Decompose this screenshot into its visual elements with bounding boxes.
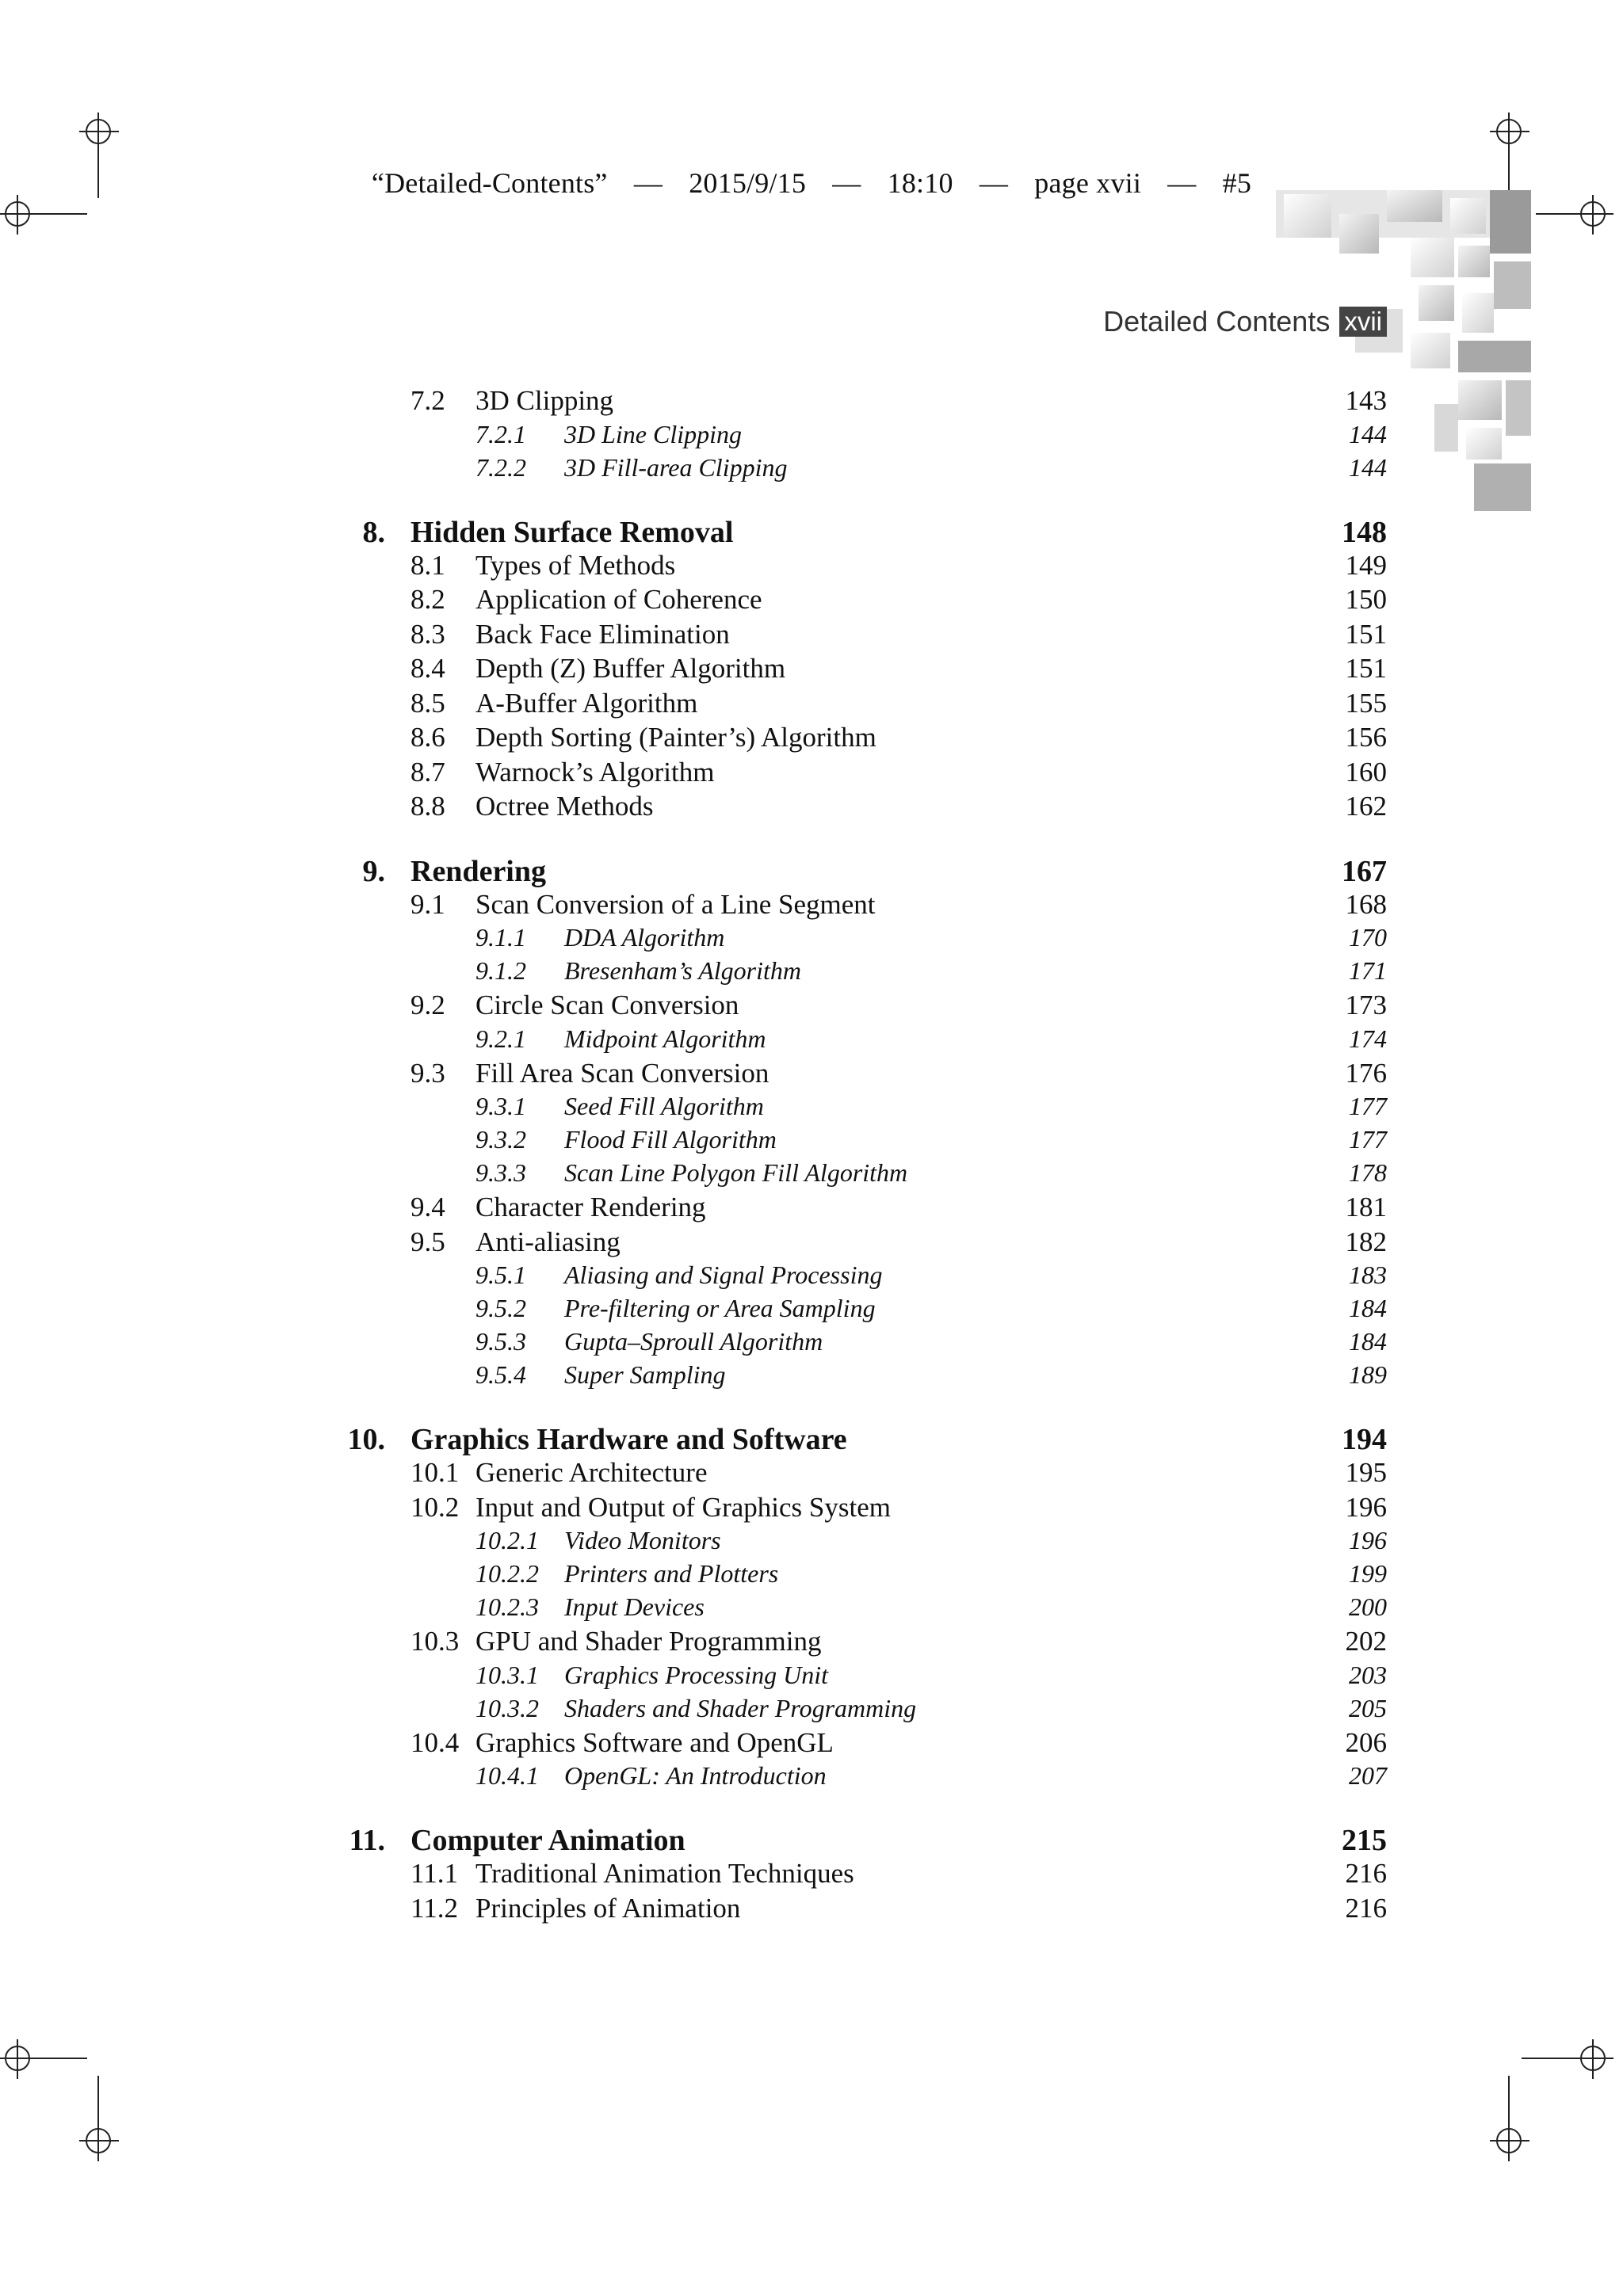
toc-subsection-entry bbox=[0, 1294, 1623, 1329]
toc-entry-title: Anti-aliasing bbox=[475, 1226, 621, 1257]
toc-entry-page: 205 bbox=[1349, 1693, 1387, 1722]
toc-entry-page: 196 bbox=[1349, 1526, 1387, 1554]
toc-section-entry bbox=[0, 1457, 1623, 1492]
toc-entry-title: Types of Methods bbox=[475, 549, 676, 581]
toc-entry-number: 7.2 bbox=[411, 385, 445, 416]
toc-entry-number: 10.4 bbox=[411, 1726, 460, 1758]
crop-line bbox=[1536, 213, 1599, 215]
crop-line bbox=[16, 213, 87, 215]
toc-entry-title: Graphics Processing Unit bbox=[564, 1660, 829, 1689]
toc-entry-page: 156 bbox=[1345, 722, 1387, 753]
toc-entry-number: 11. bbox=[349, 1824, 385, 1857]
toc-entry-number: 9.5.1 bbox=[475, 1261, 526, 1289]
toc-subsection-entry bbox=[0, 1559, 1623, 1594]
toc-entry-number: 8.6 bbox=[411, 722, 445, 753]
slug-dash: — bbox=[633, 167, 663, 199]
toc-entry-title: Super Sampling bbox=[564, 1360, 726, 1389]
toc-subsection-entry bbox=[0, 1526, 1623, 1561]
toc-entry-number: 8. bbox=[362, 515, 385, 549]
toc-section-entry bbox=[0, 550, 1623, 585]
toc-entry-title: Input and Output of Graphics System bbox=[475, 1491, 891, 1523]
toc-entry-page: 177 bbox=[1349, 1125, 1387, 1154]
toc-section-entry bbox=[0, 653, 1623, 688]
toc-entry-number: 9.5.4 bbox=[475, 1360, 526, 1389]
toc-entry-title: Flood Fill Algorithm bbox=[564, 1125, 777, 1154]
toc-subsection-entry bbox=[0, 1327, 1623, 1362]
toc-section-entry bbox=[0, 584, 1623, 619]
toc-entry-title: Midpoint Algorithm bbox=[564, 1024, 766, 1053]
toc-subsection-entry bbox=[0, 1761, 1623, 1796]
toc-entry-title: 3D Fill-area Clipping bbox=[564, 452, 788, 482]
toc-entry-page: 151 bbox=[1345, 618, 1387, 650]
toc-section-entry bbox=[0, 990, 1623, 1024]
toc-entry-page: 216 bbox=[1345, 1892, 1387, 1924]
toc-entry-page: 170 bbox=[1349, 923, 1387, 952]
toc-subsection-entry bbox=[0, 1261, 1623, 1295]
toc-entry-page: 150 bbox=[1345, 584, 1387, 615]
toc-entry-page: 203 bbox=[1349, 1660, 1387, 1689]
toc-entry-page: 216 bbox=[1345, 1858, 1387, 1889]
toc-subsection-entry bbox=[0, 1360, 1623, 1395]
toc-entry-title: Graphics Software and OpenGL bbox=[475, 1726, 834, 1758]
toc-section-entry bbox=[0, 1893, 1623, 1928]
toc-entry-title: 3D Line Clipping bbox=[564, 419, 743, 448]
toc-entry-title: OpenGL: An Introduction bbox=[564, 1761, 827, 1790]
toc-entry-number: 10. bbox=[347, 1423, 385, 1456]
toc-entry-title: DDA Algorithm bbox=[564, 923, 725, 952]
toc-entry-number: 10.3.1 bbox=[475, 1660, 539, 1689]
toc-entry-number: 10.3.2 bbox=[475, 1693, 539, 1722]
toc-entry-page: 202 bbox=[1345, 1626, 1387, 1657]
toc-entry-page: 176 bbox=[1345, 1057, 1387, 1089]
toc-entry-title: Traditional Animation Techniques bbox=[475, 1858, 854, 1889]
toc-entry-page: 151 bbox=[1345, 653, 1387, 684]
toc-entry-page: 207 bbox=[1349, 1761, 1387, 1790]
toc-entry-number: 8.3 bbox=[411, 618, 445, 650]
toc-entry-title: Character Rendering bbox=[475, 1192, 706, 1222]
toc-entry-number: 10.4.1 bbox=[475, 1761, 539, 1790]
toc-subsection-entry bbox=[0, 1694, 1623, 1729]
toc-section-entry bbox=[0, 1727, 1623, 1762]
toc-entry-number: 10.2.1 bbox=[475, 1526, 539, 1554]
toc-section-entry bbox=[0, 1058, 1623, 1093]
toc-entry-page: 160 bbox=[1345, 756, 1387, 788]
toc-entry-page: 144 bbox=[1349, 452, 1387, 482]
toc-entry-page: 215 bbox=[1342, 1824, 1387, 1857]
toc-subsection-entry bbox=[0, 1158, 1623, 1193]
toc-section-entry bbox=[0, 757, 1623, 791]
toc-entry-number: 7.2.2 bbox=[475, 452, 526, 482]
toc-entry-page: 182 bbox=[1345, 1226, 1387, 1257]
toc-entry-number: 10.1 bbox=[411, 1457, 460, 1488]
toc-entry-title: Scan Line Polygon Fill Algorithm bbox=[564, 1158, 908, 1187]
toc-entry-page: 149 bbox=[1345, 549, 1387, 581]
toc-entry-number: 10.3 bbox=[411, 1626, 460, 1657]
toc-subsection-entry bbox=[0, 956, 1623, 991]
toc-entry-title: Octree Methods bbox=[475, 791, 654, 822]
slug-time: 18:10 bbox=[887, 167, 953, 199]
toc-entry-page: 173 bbox=[1345, 990, 1387, 1020]
toc-entry-number: 8.7 bbox=[411, 756, 445, 788]
toc-entry-title: Gupta–Sproull Algorithm bbox=[564, 1327, 823, 1356]
toc-section-entry bbox=[0, 791, 1623, 826]
toc-entry-number: 10.2.2 bbox=[475, 1559, 539, 1588]
toc-entry-number: 9.3.1 bbox=[475, 1092, 526, 1120]
toc-entry-page: 143 bbox=[1345, 385, 1387, 416]
toc-entry-number: 9. bbox=[362, 854, 385, 888]
toc-chapter-entry bbox=[0, 1422, 1623, 1457]
crop-line bbox=[32, 2058, 87, 2059]
toc-subsection-entry bbox=[0, 1024, 1623, 1059]
toc-entry-page: 195 bbox=[1345, 1457, 1387, 1488]
toc-entry-title: Circle Scan Conversion bbox=[475, 990, 739, 1020]
toc-entry-page: 183 bbox=[1349, 1261, 1387, 1289]
toc-entry-title: Principles of Animation bbox=[475, 1892, 741, 1924]
toc-section-entry bbox=[0, 1626, 1623, 1661]
toc-entry-page: 194 bbox=[1342, 1423, 1387, 1456]
toc-entry-number: 10.2.3 bbox=[475, 1592, 539, 1621]
running-head bbox=[1103, 306, 1387, 338]
toc-subsection-entry bbox=[0, 923, 1623, 958]
toc-entry-title: Video Monitors bbox=[564, 1526, 721, 1554]
toc-entry-title: Scan Conversion of a Line Segment bbox=[475, 888, 876, 920]
toc-entry-page: 189 bbox=[1349, 1360, 1387, 1389]
toc-entry-page: 199 bbox=[1349, 1559, 1387, 1588]
toc-entry-title: Computer Animation bbox=[411, 1824, 685, 1857]
toc-entry-number: 9.3 bbox=[411, 1057, 445, 1089]
toc-entry-number: 11.2 bbox=[411, 1892, 458, 1924]
toc-entry-title: Fill Area Scan Conversion bbox=[475, 1057, 769, 1089]
toc-entry-number: 8.8 bbox=[411, 791, 445, 822]
toc-entry-number: 9.1 bbox=[411, 888, 445, 920]
toc-entry-title: Rendering bbox=[411, 854, 546, 888]
slug-file: “Detailed-Contents” bbox=[371, 167, 608, 199]
toc-entry-number: 7.2.1 bbox=[475, 419, 526, 448]
toc-chapter-entry bbox=[0, 515, 1623, 550]
toc-entry-title: Shaders and Shader Programming bbox=[564, 1693, 917, 1722]
toc-subsection-entry bbox=[0, 453, 1623, 488]
toc-entry-number: 9.5 bbox=[411, 1226, 445, 1257]
toc-entry-title: Hidden Surface Removal bbox=[411, 515, 734, 549]
slug-date: 2015/9/15 bbox=[689, 167, 807, 199]
toc-section-entry bbox=[0, 1226, 1623, 1261]
slug-dash: — bbox=[979, 167, 1009, 199]
toc-entry-title: Back Face Elimination bbox=[475, 618, 730, 650]
toc-entry-title: Input Devices bbox=[564, 1592, 705, 1621]
toc-entry-number: 9.3.3 bbox=[475, 1158, 526, 1187]
registration-mark-icon bbox=[5, 2046, 30, 2071]
toc-entry-title: Pre-filtering or Area Sampling bbox=[564, 1294, 876, 1322]
toc-entry-number: 9.5.2 bbox=[475, 1294, 526, 1322]
toc-entry-number: 9.3.2 bbox=[475, 1125, 526, 1154]
toc-entry-number: 8.4 bbox=[411, 653, 445, 684]
toc-entry-title: Aliasing and Signal Processing bbox=[564, 1261, 883, 1289]
toc-section-entry bbox=[0, 722, 1623, 757]
toc-entry-number: 9.2 bbox=[411, 990, 445, 1020]
crop-line bbox=[97, 2076, 99, 2139]
toc-entry-title: Seed Fill Algorithm bbox=[564, 1092, 764, 1120]
registration-mark-icon bbox=[1580, 2046, 1606, 2071]
running-head-label: Detailed Contents bbox=[1103, 305, 1331, 338]
toc-entry-title: Depth Sorting (Painter’s) Algorithm bbox=[475, 722, 876, 753]
slug-dash: — bbox=[1167, 167, 1197, 199]
toc-subsection-entry bbox=[0, 1092, 1623, 1127]
toc-section-entry bbox=[0, 1858, 1623, 1893]
toc-entry-page: 178 bbox=[1349, 1158, 1387, 1187]
toc-entry-number: 8.1 bbox=[411, 549, 445, 581]
running-head-page-number: xvii bbox=[1339, 307, 1387, 337]
toc-entry-title: 3D Clipping bbox=[475, 385, 614, 416]
toc-section-entry bbox=[0, 1192, 1623, 1226]
toc-entry-title: A-Buffer Algorithm bbox=[475, 687, 698, 719]
toc-entry-number: 9.5.3 bbox=[475, 1327, 526, 1356]
toc-entry-title: Printers and Plotters bbox=[564, 1559, 779, 1588]
toc-entry-number: 9.2.1 bbox=[475, 1024, 526, 1053]
toc-entry-title: Graphics Hardware and Software bbox=[411, 1423, 847, 1456]
toc-chapter-entry bbox=[0, 1823, 1623, 1858]
toc-entry-page: 181 bbox=[1345, 1192, 1387, 1222]
toc-entry-page: 196 bbox=[1345, 1491, 1387, 1523]
slug-serial: #5 bbox=[1222, 167, 1252, 199]
toc-entry-page: 155 bbox=[1345, 687, 1387, 719]
toc-subsection-entry bbox=[0, 1592, 1623, 1627]
toc-chapter-entry bbox=[0, 854, 1623, 889]
toc-section-entry bbox=[0, 688, 1623, 723]
toc-entry-number: 8.5 bbox=[411, 687, 445, 719]
slug-page: page xvii bbox=[1034, 167, 1142, 199]
toc-entry-title: Bresenham’s Algorithm bbox=[564, 956, 801, 985]
toc-entry-page: 162 bbox=[1345, 791, 1387, 822]
toc-entry-page: 148 bbox=[1342, 515, 1387, 549]
toc-entry-page: 171 bbox=[1349, 956, 1387, 985]
crop-line bbox=[1508, 2076, 1510, 2139]
toc-entry-page: 144 bbox=[1349, 419, 1387, 448]
toc-subsection-entry bbox=[0, 1125, 1623, 1160]
toc-entry-title: Depth (Z) Buffer Algorithm bbox=[475, 653, 786, 684]
toc-entry-page: 174 bbox=[1349, 1024, 1387, 1053]
toc-entry-number: 10.2 bbox=[411, 1491, 460, 1523]
toc-section-entry bbox=[0, 889, 1623, 924]
toc-section-entry bbox=[0, 1492, 1623, 1527]
toc-entry-page: 177 bbox=[1349, 1092, 1387, 1120]
toc-entry-page: 184 bbox=[1349, 1294, 1387, 1322]
toc-section-entry bbox=[0, 619, 1623, 654]
toc-entry-page: 184 bbox=[1349, 1327, 1387, 1356]
toc-section-entry bbox=[0, 385, 1623, 420]
toc-entry-title: Warnock’s Algorithm bbox=[475, 756, 715, 788]
toc-entry-title: Generic Architecture bbox=[475, 1457, 708, 1488]
toc-entry-page: 167 bbox=[1342, 854, 1387, 888]
crop-line bbox=[1522, 2058, 1582, 2059]
toc-subsection-entry bbox=[0, 420, 1623, 455]
toc-subsection-entry bbox=[0, 1661, 1623, 1695]
toc-entry-number: 9.4 bbox=[411, 1192, 445, 1222]
toc-entry-number: 11.1 bbox=[411, 1858, 458, 1889]
toc-entry-number: 9.1.1 bbox=[475, 923, 526, 952]
toc-entry-page: 168 bbox=[1345, 888, 1387, 920]
toc-entry-title: GPU and Shader Programming bbox=[475, 1626, 822, 1657]
toc-entry-number: 9.1.2 bbox=[475, 956, 526, 985]
slug-dash: — bbox=[832, 167, 861, 199]
toc-entry-title: Application of Coherence bbox=[475, 584, 762, 615]
toc-entry-number: 8.2 bbox=[411, 584, 445, 615]
toc-entry-page: 200 bbox=[1349, 1592, 1387, 1621]
toc-entry-page: 206 bbox=[1345, 1726, 1387, 1758]
